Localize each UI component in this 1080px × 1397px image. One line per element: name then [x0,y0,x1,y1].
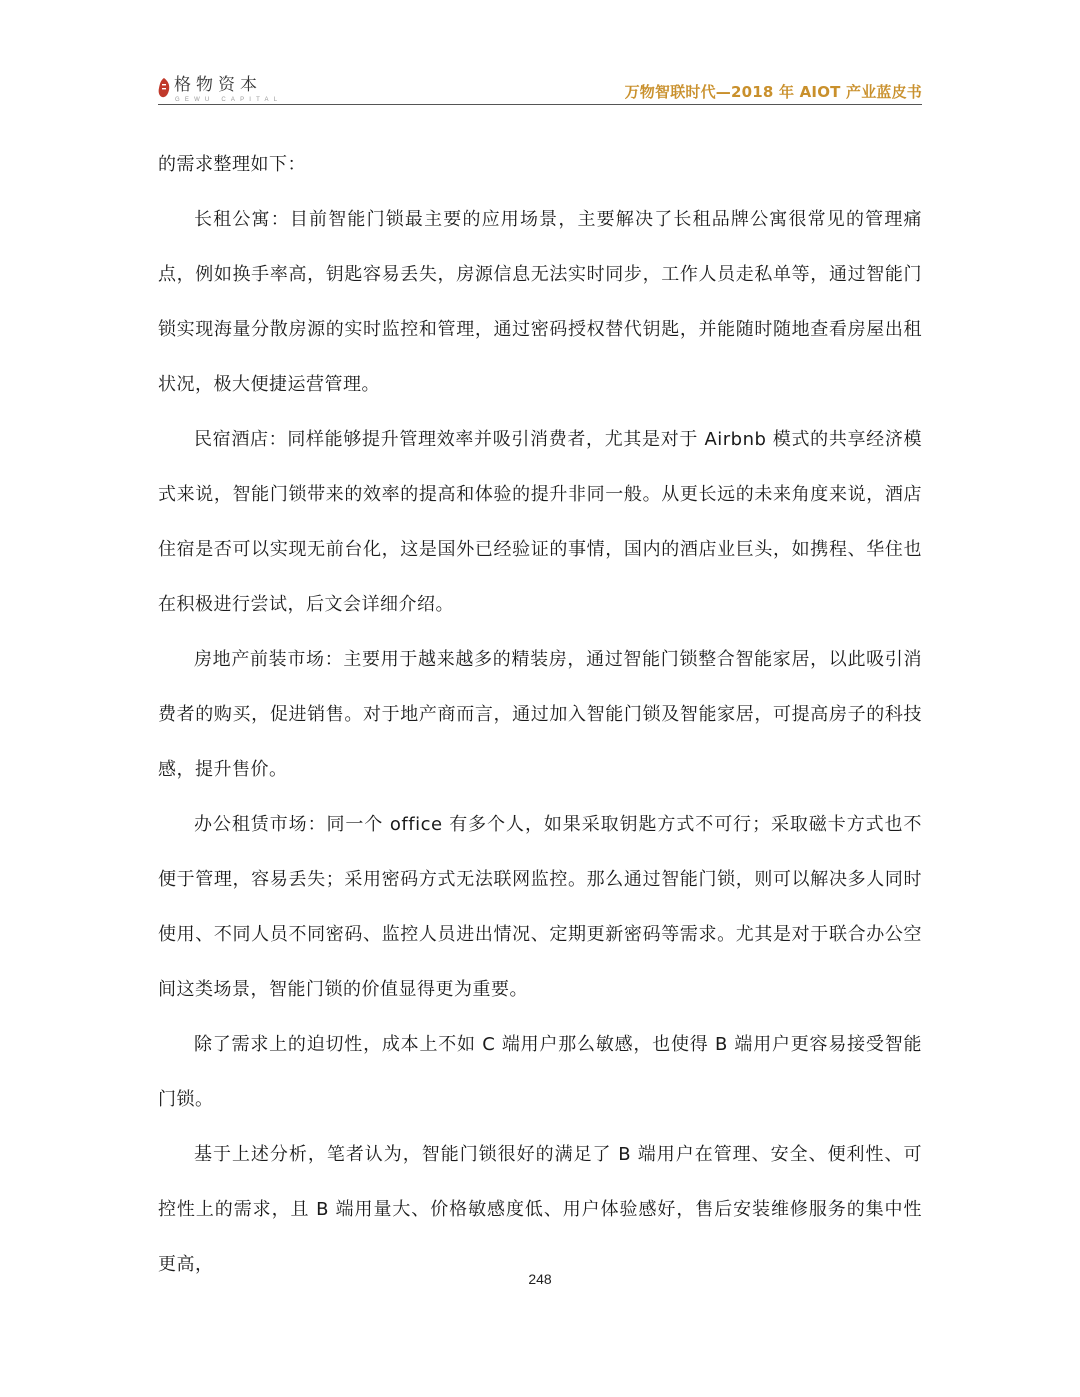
paragraph-long-term-rental: 长租公寓：目前智能门锁最主要的应用场景，主要解决了长租品牌公寓很常见的管理痛点，例如换手率高，钥匙容易丢失，房源信息无法实时同步，工作人员走私单等，通过智能门锁实现海量分散房源的实时监控和管理，通过密码授权替代钥匙，并能随时随地查看房屋出租状况，极大便捷运营管理。 [158,209,922,395]
paragraph-homestay-hotel: 民宿酒店：同样能够提升管理效率并吸引消费者，尤其是对于 Airbnb 模式的共享经济模式来说，智能门锁带来的效率的提高和体验的提升非同一般。从更长远的未来角度来说，酒店住宿是否可以实现无前台化，这是国外已经验证的事情，国内的酒店业巨头，如携程、华住也在积极进行尝试，后文会详细介绍。 [158,429,922,615]
paragraph-real-estate: 房地产前装市场：主要用于越来越多的精装房，通过智能门锁整合智能家居，以此吸引消费者的购买，促进销售。对于地产商而言，通过加入智能门锁及智能家居，可提高房子的科技感，提升售价。 [158,649,922,780]
logo-chinese-name: 格物资本 [174,75,262,95]
logo-english-name: GEWU CAPITAL [175,97,283,103]
paragraph-intro: 的需求整理如下： [158,154,306,175]
main-content [158,137,922,1292]
header-divider [158,104,922,105]
page-header [158,74,922,104]
company-logo [158,74,282,104]
paragraph-conclusion: 基于上述分析，笔者认为，智能门锁很好的满足了 B 端用户在管理、安全、便利性、可控性上的需求，且 B 端用量大、价格敏感度低、用户体验感好，售后安装维修服务的集中性更高， [158,1144,922,1275]
logo-seal-icon [158,78,170,98]
report-title: 万物智联时代—2018 年 AIOT 产业蓝皮书 [624,83,922,101]
paragraph-office-rental: 办公租赁市场：同一个 office 有多个人，如果采取钥匙方式不可行；采取磁卡方式也不便于管理，容易丢失；采用密码方式无法联网监控。那么通过智能门锁，则可以解决多人同时使用、不同人员不同密码、监控人员进出情况、定期更新密码等需求。尤其是对于联合办公空间这类场景，智能门锁的价值显得更为重要。 [158,814,922,1000]
page-number: 248 [528,1271,552,1287]
paragraph-cost-sensitivity: 除了需求上的迫切性，成本上不如 C 端用户那么敏感，也使得 B 端用户更容易接受智能门锁。 [158,1034,922,1110]
